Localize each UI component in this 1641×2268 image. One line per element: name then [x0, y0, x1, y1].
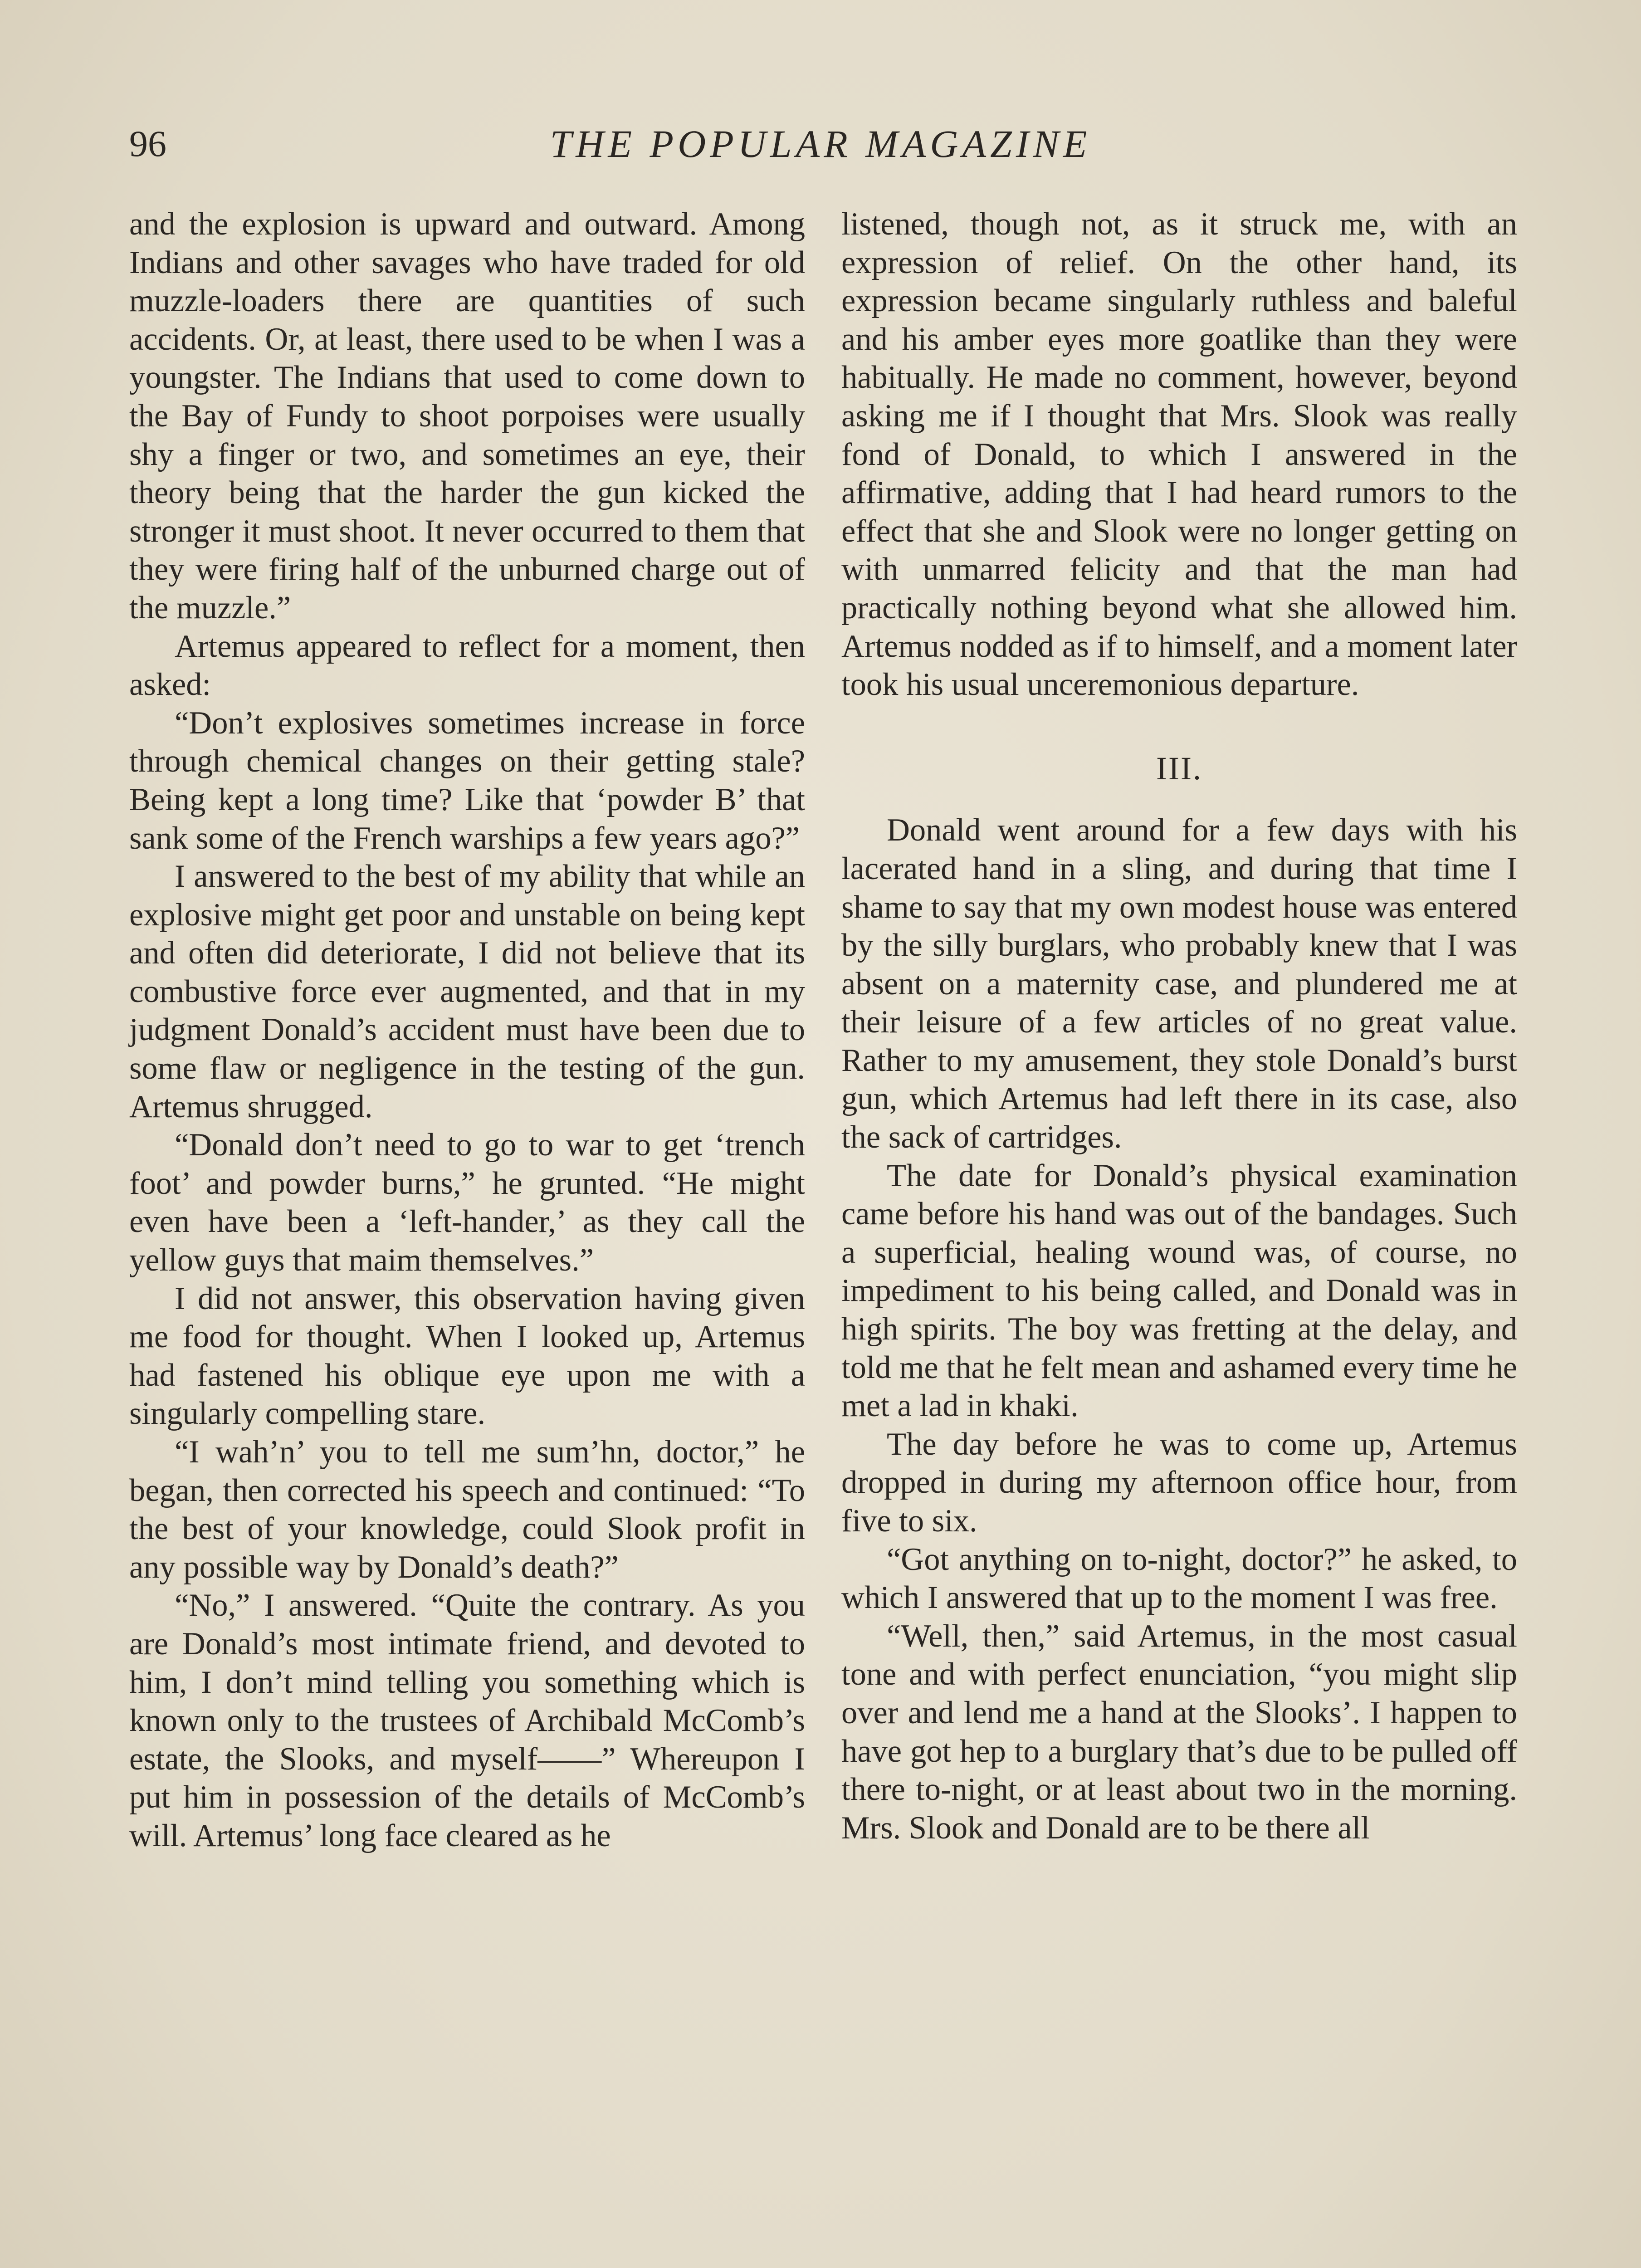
right-column	[841, 205, 1517, 1847]
paragraph: “No,” I answered. “Quite the contrary. As you are Donald’s most intimate friend, and devoted to him, I don’t mind telling you something which is known only to the trustees of Archibald McComb’s estate, the Slooks, and myself——” Whereupon I put him in possession of the details of McComb’s will. Artemus’ long face cleared as he	[129, 1588, 805, 1853]
running-title: THE POPULAR MAGAZINE	[550, 122, 1091, 166]
section-heading: III.	[1156, 750, 1202, 787]
left-column	[129, 205, 805, 1855]
paragraph: The day before he was to come up, Artemus dropped in during my afternoon office hour, from five to six.	[841, 1426, 1517, 1539]
paragraph: “Got anything on to-night, doctor?” he asked, to which I answered that up to the moment I was free.	[841, 1541, 1517, 1616]
paragraph: Artemus appeared to reflect for a moment, then asked:	[129, 628, 805, 703]
paragraph: I answered to the best of my ability that while an explosive might get poor and unstable on being kept and often did deteriorate, I did not believe that its combustive force ever augmented, and that in my judgment Donald’s accident must have been due to some flaw or negligence in the testing of the gun. Artemus shrugged.	[129, 859, 805, 1124]
paragraph: listened, though not, as it struck me, with an expression of relief. On the other hand, its expression became singularly ruthless and baleful and his amber eyes more goatlike than they were habitually. He made no comment, however, beyond asking me if I thought that Mrs. Slook was really fond of Donald, to which I answered in the affirmative, adding that I had heard rumors to the effect that she and Slook were no longer getting on with unmarred felicity and that the man had practically nothing beyond what she allowed him. Artemus nodded as if to himself, and a moment later took his usual unceremonious departure.	[841, 206, 1517, 703]
paragraph: Donald went around for a few days with his lacerated hand in a sling, and during that time I shame to say that my own modest house was entered by the silly burglars, who probably knew that I was absent on a maternity case, and plundered me at their leisure of a few articles of no great value. Rather to my amusement, they stole Donald’s burst gun, which Artemus had left there in its case, also the sack of cartridges.	[841, 812, 1517, 1155]
paragraph: “I wah’n’ you to tell me sum’hn, doctor,” he began, then corrected his speech and continued: “To the best of your knowledge, could Slook profit in any possible way by Donald’s death?”	[129, 1434, 805, 1585]
paragraph: “Donald don’t need to go to war to get ‘trench foot’ and powder burns,” he grunted. “He might even have been a ‘left-hander,’ as they call the yellow guys that maim themselves.”	[129, 1127, 805, 1278]
paragraph: and the explosion is upward and outward. Among Indians and other savages who have traded for old muzzle-loaders there are quantities of such accidents. Or, at least, there used to be when I was a youngster. The Indians that used to come down to the Bay of Fundy to shoot porpoises were usually shy a finger or two, and sometimes an eye, their theory being that the harder the gun kicked the stronger it must shoot. It never occurred to them that they were firing half of the unburned charge out of the muzzle.”	[129, 206, 805, 626]
paragraph: “Don’t explosives sometimes increase in force through chemical changes on their getting stale? Being kept a long time? Like that ‘powder B’ that sank some of the French warships a few years ago?”	[129, 705, 805, 856]
paragraph: I did not answer, this observation having given me food for thought. When I looked up, Artemus had fastened his oblique eye upon me with a singularly compelling stare.	[129, 1281, 805, 1432]
page-header	[0, 119, 1641, 173]
paragraph: “Well, then,” said Artemus, in the most casual tone and with perfect enunciation, “you might slip over and lend me a hand at the Slooks’. I happen to have got hep to a burglary that’s due to be pulled off there to-night, or at least about two in the morning. Mrs. Slook and Donald are to be there all	[841, 1618, 1517, 1846]
page-number: 96	[129, 123, 166, 164]
paragraph: The date for Donald’s physical examination came before his hand was out of the bandages. Such a superficial, healing wound was, of course, no impediment to his being called, and Donald was in high spirits. The boy was fretting at the delay, and told me that he felt mean and ashamed every time he met a lad in khaki.	[841, 1158, 1517, 1424]
